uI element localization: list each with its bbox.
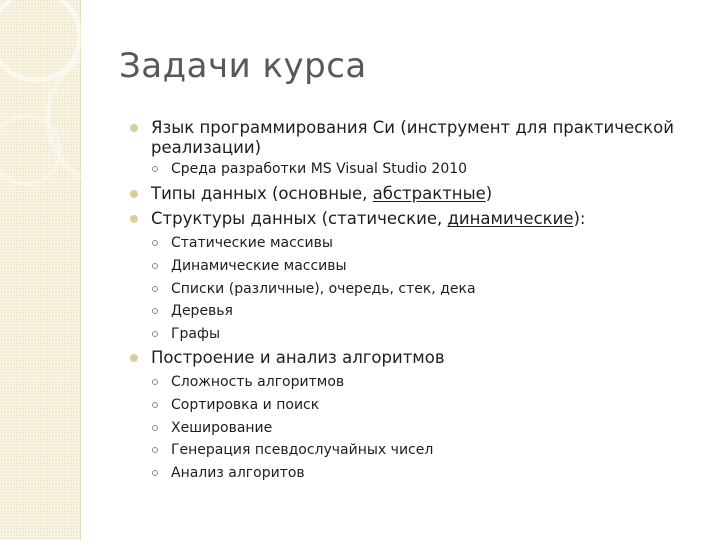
- sub-bullet-icon: [152, 379, 158, 385]
- sub-bullet-icon: [152, 166, 158, 172]
- list-item-text: Построение и анализ алгоритмов: [151, 348, 445, 367]
- sub-list-item-text: Графы: [171, 326, 221, 342]
- sub-bullet-icon: [152, 308, 158, 314]
- underlined-term: абстрактные: [372, 184, 486, 203]
- sub-list-item-text: Динамические массивы: [171, 258, 347, 274]
- sub-list-item-text: Среда разработки MS Visual Studio 2010: [171, 161, 468, 177]
- sub-list-item-text: Хеширование: [171, 420, 273, 436]
- sub-bullet-icon: [152, 240, 158, 246]
- sub-list-item-text: Деревья: [171, 303, 233, 319]
- sub-list-item-text: Списки (различные), очередь, стек, дека: [171, 281, 476, 297]
- sub-bullet-icon: [152, 331, 158, 337]
- sub-bullet-icon: [152, 425, 158, 431]
- sub-list-item-text: Сортировка и поиск: [171, 397, 320, 413]
- sub-bullet-icon: [152, 286, 158, 292]
- list-item-text: Типы данных (основные, абстрактные): [151, 184, 493, 203]
- underlined-term: динамические: [447, 209, 574, 228]
- sub-list-item-text: Сложность алгоритмов: [171, 374, 345, 390]
- sub-list-item-text: Генерация псевдослучайных чисел: [171, 442, 434, 458]
- bullet-icon: [130, 354, 138, 362]
- sub-bullet-icon: [152, 263, 158, 269]
- bullet-icon: [130, 190, 138, 198]
- bullet-icon: [130, 124, 138, 132]
- sub-list-item-text: Статические массивы: [171, 235, 333, 251]
- list-item-text: Язык программирования Си (инструмент для практической: [151, 118, 674, 137]
- list-item-text: Структуры данных (статические, динамические):: [151, 209, 586, 228]
- sub-bullet-icon: [152, 470, 158, 476]
- sub-list-item-text: Анализ алгоритов: [171, 465, 305, 481]
- sub-bullet-icon: [152, 447, 158, 453]
- slide-title: Задачи курса: [119, 46, 367, 86]
- bullet-icon: [130, 215, 138, 223]
- sub-bullet-icon: [152, 402, 158, 408]
- list-item-text: реализации): [151, 138, 262, 157]
